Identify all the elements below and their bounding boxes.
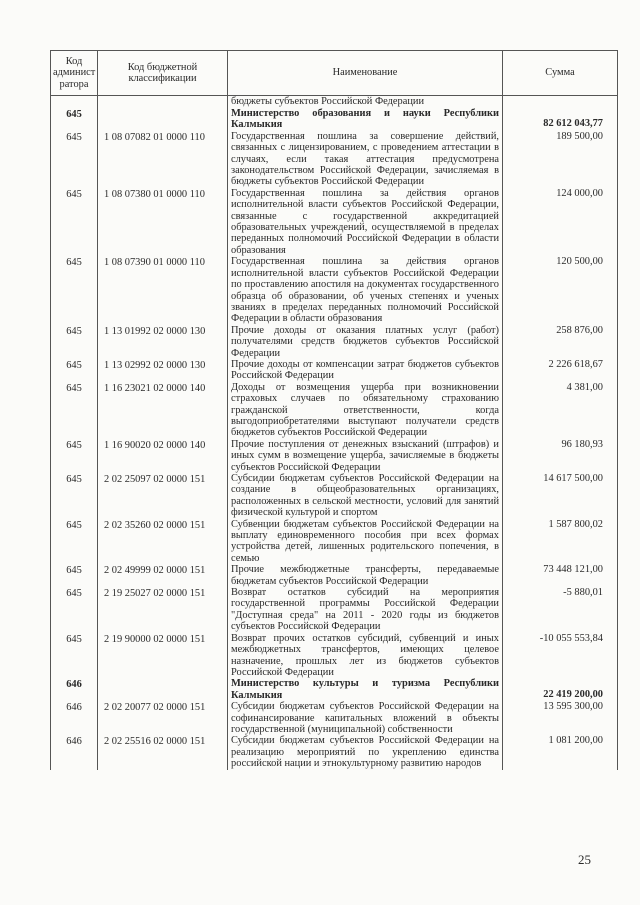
header-kbk-code: Код бюджетной классификации xyxy=(98,51,228,96)
name-cell: Прочие доходы от оказания платных услуг (работ) получателями средств бюджетов субъектов Российской Федерации xyxy=(228,325,503,359)
admin-code-cell: 645 xyxy=(51,131,98,188)
header-admin-code: Код админист ратора xyxy=(51,51,98,96)
kbk-code-cell: 1 13 01992 02 0000 130 xyxy=(98,325,228,359)
admin-code-cell: 645 xyxy=(51,473,98,519)
admin-code-cell: 645 xyxy=(51,439,98,473)
table-row xyxy=(51,256,618,324)
table-row xyxy=(51,382,618,439)
table-row xyxy=(51,633,618,679)
name-cell: Государственная пошлина за действия органов исполнительной власти субъектов Российской Федерации, связанные с государственной аккредитацией образовательных учреждений, осуществляемой в пределах переданных полномочий Российской Федерации в области образования xyxy=(228,188,503,256)
sum-cell: 124 000,00 xyxy=(503,188,618,256)
sum-cell: 4 381,00 xyxy=(503,382,618,439)
name-cell: Субсидии бюджетам субъектов Российской Федерации на создание в общеобразовательных организациях, расположенных в сельской местности, условий для занятий физической культурой и спортом xyxy=(228,473,503,519)
admin-code-cell: 645 xyxy=(51,382,98,439)
kbk-code-cell: 1 08 07082 01 0000 110 xyxy=(98,131,228,188)
sum-cell: 82 612 043,77 xyxy=(503,108,618,131)
table-row xyxy=(51,701,618,735)
name-cell: Доходы от возмещения ущерба при возникновении страховых случаев по обязательному страхованию гражданской ответственности, когда выгодоприобретателями выступают получатели средств бюджетов субъектов Российской Федерации xyxy=(228,382,503,439)
table-row xyxy=(51,325,618,359)
name-cell: Субвенции бюджетам субъектов Российской Федерации на выплату единовременного пособия при всех формах устройства детей, лишенных родительского попечения, в семью xyxy=(228,519,503,565)
admin-code-cell: 645 xyxy=(51,188,98,256)
name-cell: Субсидии бюджетам субъектов Российской Федерации на реализацию мероприятий по укреплению единства российской нации и этнокультурному развитию народов xyxy=(228,735,503,769)
header-name: Наименование xyxy=(228,51,503,96)
sum-cell: 1 081 200,00 xyxy=(503,735,618,769)
name-cell: Государственная пошлина за действия органов исполнительной власти субъектов Российской Федерации по проставлению апостиля на документах государственного образца об образовании, об ученых степенях и ученых званиях в пределах переданных полномочий Российской Федерации в области образования xyxy=(228,256,503,324)
table-row xyxy=(51,131,618,188)
sum-cell: 258 876,00 xyxy=(503,325,618,359)
name-cell: Министерство образования и науки Республики Калмыкия xyxy=(228,108,503,131)
kbk-code-cell: 1 16 90020 02 0000 140 xyxy=(98,439,228,473)
sum-cell: -5 880,01 xyxy=(503,587,618,633)
kbk-code-cell: 2 02 35260 02 0000 151 xyxy=(98,519,228,565)
table-row xyxy=(51,564,618,587)
kbk-code-cell: 2 02 25097 02 0000 151 xyxy=(98,473,228,519)
admin-code-cell: 646 xyxy=(51,735,98,769)
table-header-row xyxy=(51,51,618,96)
continuation-row xyxy=(51,96,618,109)
table-row xyxy=(51,587,618,633)
admin-code-cell: 645 xyxy=(51,633,98,679)
sum-cell: 96 180,93 xyxy=(503,439,618,473)
kbk-code-cell xyxy=(98,678,228,701)
kbk-code-cell: 2 02 49999 02 0000 151 xyxy=(98,564,228,587)
continuation-text: бюджеты субъектов Российской Федерации xyxy=(228,96,503,109)
kbk-code-cell xyxy=(98,108,228,131)
table-row xyxy=(51,359,618,382)
name-cell: Прочие доходы от компенсации затрат бюджетов субъектов Российской Федерации xyxy=(228,359,503,382)
admin-code-cell: 645 xyxy=(51,108,98,131)
table-row xyxy=(51,439,618,473)
sum-cell: 22 419 200,00 xyxy=(503,678,618,701)
name-cell: Государственная пошлина за совершение действий, связанных с лицензированием, с проведением аттестации в случаях, если такая аттестация предусмотрена законодательством Российской Федерации, зачисляемая в бюджеты субъектов Российской Федерации xyxy=(228,131,503,188)
admin-code-cell: 645 xyxy=(51,587,98,633)
name-cell: Возврат прочих остатков субсидий, субвенций и иных межбюджетных трансфертов, имеющих целевое назначение, прошлых лет из бюджетов субъектов Российской Федерации xyxy=(228,633,503,679)
sum-cell: 14 617 500,00 xyxy=(503,473,618,519)
admin-code-cell: 645 xyxy=(51,256,98,324)
sum-cell: 73 448 121,00 xyxy=(503,564,618,587)
name-cell: Возврат остатков субсидий на мероприятия государственной программы Российской Федерации "Доступная среда" на 2011 - 2020 годы из бюджетов субъектов Российской Федерации xyxy=(228,587,503,633)
header-sum: Сумма xyxy=(503,51,618,96)
kbk-code-cell: 1 08 07390 01 0000 110 xyxy=(98,256,228,324)
admin-code-cell: 645 xyxy=(51,325,98,359)
name-cell: Субсидии бюджетам субъектов Российской Федерации на софинансирование капитальных вложений в объекты государственной (муниципальной) собственности xyxy=(228,701,503,735)
admin-code-cell: 646 xyxy=(51,701,98,735)
sum-cell: 13 595 300,00 xyxy=(503,701,618,735)
name-cell: Прочие межбюджетные трансферты, передаваемые бюджетам субъектов Российской Федерации xyxy=(228,564,503,587)
kbk-code-cell: 2 19 90000 02 0000 151 xyxy=(98,633,228,679)
kbk-code-cell: 2 02 20077 02 0000 151 xyxy=(98,701,228,735)
admin-code-cell: 645 xyxy=(51,359,98,382)
kbk-code-cell: 1 13 02992 02 0000 130 xyxy=(98,359,228,382)
sum-cell: 189 500,00 xyxy=(503,131,618,188)
group-row xyxy=(51,678,618,701)
admin-code-cell: 645 xyxy=(51,564,98,587)
sum-cell: 1 587 800,02 xyxy=(503,519,618,565)
table-row xyxy=(51,188,618,256)
budget-table xyxy=(50,50,618,770)
kbk-code-cell: 1 08 07380 01 0000 110 xyxy=(98,188,228,256)
sum-cell: -10 055 553,84 xyxy=(503,633,618,679)
table-row xyxy=(51,735,618,769)
kbk-code-cell: 1 16 23021 02 0000 140 xyxy=(98,382,228,439)
table-row xyxy=(51,473,618,519)
sum-cell: 2 226 618,67 xyxy=(503,359,618,382)
kbk-code-cell: 2 19 25027 02 0000 151 xyxy=(98,587,228,633)
sum-cell: 120 500,00 xyxy=(503,256,618,324)
admin-code-cell: 645 xyxy=(51,519,98,565)
page-number: 25 xyxy=(578,852,591,867)
name-cell: Министерство культуры и туризма Республики Калмыкия xyxy=(228,678,503,701)
admin-code-cell: 646 xyxy=(51,678,98,701)
table-row xyxy=(51,519,618,565)
name-cell: Прочие поступления от денежных взысканий (штрафов) и иных сумм в возмещение ущерба, зачисляемые в бюджеты субъектов Российской Федерации xyxy=(228,439,503,473)
kbk-code-cell: 2 02 25516 02 0000 151 xyxy=(98,735,228,769)
group-row xyxy=(51,108,618,131)
